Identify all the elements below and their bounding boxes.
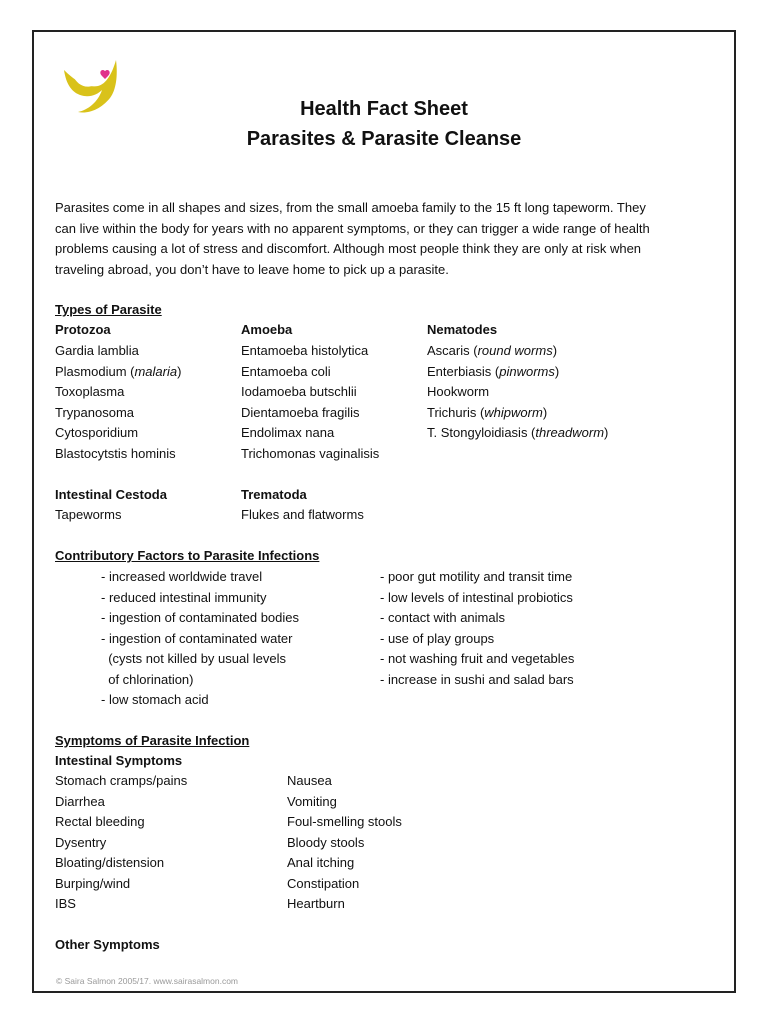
page-border	[32, 30, 736, 993]
item-text: Toxoplasma	[55, 384, 125, 399]
nematodes-heading: Nematodes	[427, 322, 498, 337]
list-item: Nausea	[287, 773, 332, 788]
list-item: Anal itching	[287, 855, 355, 870]
page-title: Health Fact Sheet	[300, 98, 468, 120]
list-item	[55, 362, 181, 383]
list-item: IBS	[55, 896, 76, 911]
list-item	[241, 444, 379, 465]
item-common-name: round worms	[477, 343, 553, 358]
list-item: of chlorination)	[101, 671, 194, 687]
list-item: - contact with animals	[380, 610, 505, 625]
list-item	[241, 403, 360, 424]
cestoda-item: Tapeworms	[55, 507, 122, 522]
list-item: Diarrhea	[55, 793, 105, 809]
list-item: (cysts not killed by usual levels	[101, 651, 286, 666]
list-item	[55, 382, 124, 403]
item-text: Endolimax nana	[241, 425, 335, 440]
item-common-name: whipworm	[484, 404, 543, 420]
list-item	[241, 341, 368, 362]
list-item	[55, 423, 138, 444]
item-common-name: pinworms	[499, 363, 555, 379]
list-item: - low levels of intestinal probiotics	[380, 589, 573, 605]
factors-heading: Contributory Factors to Parasite Infections	[55, 548, 320, 563]
list-item	[241, 362, 331, 383]
item-text: Trichomonas vaginalisis	[241, 445, 380, 461]
amoeba-heading: Amoeba	[241, 322, 293, 337]
list-item: - poor gut motility and transit time	[380, 569, 573, 584]
trematoda-item: Flukes and flatworms	[241, 507, 364, 522]
list-item: - increased worldwide travel	[101, 569, 263, 584]
item-text: Entamoeba coli	[241, 363, 331, 379]
list-item: - use of play groups	[380, 630, 495, 646]
trematoda-heading: Trematoda	[241, 487, 307, 502]
item-text-suffix: )	[604, 425, 609, 440]
list-item	[427, 423, 608, 444]
footer-copyright: © Saira Salmon 2005/17. www.sairasalmon.com	[56, 976, 239, 986]
intestinal-symptoms-heading: Intestinal Symptoms	[55, 753, 183, 768]
item-common-name: malaria	[134, 363, 178, 379]
list-item: Burping/wind	[55, 875, 131, 891]
intro-line: problems causing a lot of stress and discomfort. Although most people think they are only at risk when	[55, 241, 642, 256]
list-item: Foul-smelling stools	[287, 814, 402, 829]
list-item: - ingestion of contaminated bodies	[101, 610, 300, 625]
list-item: Bloating/distension	[55, 855, 165, 870]
protozoa-heading: Protozoa	[55, 322, 111, 337]
list-item	[427, 382, 489, 403]
list-item: Heartburn	[287, 896, 345, 911]
other-symptoms-heading: Other Symptoms	[55, 937, 160, 952]
list-item	[241, 423, 334, 444]
list-item: - ingestion of contaminated water	[101, 630, 293, 646]
list-item: Constipation	[287, 875, 360, 891]
item-text: Enterbiasis (	[427, 363, 500, 379]
list-item	[55, 403, 134, 424]
item-text-suffix: )	[554, 363, 560, 379]
list-item	[427, 341, 557, 362]
list-item	[241, 382, 357, 403]
list-item: - reduced intestinal immunity	[101, 589, 267, 605]
list-item: Stomach cramps/pains	[55, 773, 188, 788]
item-text-suffix: )	[542, 404, 548, 420]
item-text: Blastocytstis hominis	[55, 445, 176, 461]
item-common-name: threadworm	[535, 425, 605, 440]
item-text: Entamoeba histolytica	[241, 343, 369, 358]
item-text: Trypanosoma	[55, 404, 134, 420]
item-text: T. Stongyloidiasis (	[427, 425, 536, 440]
item-text: Hookworm	[427, 384, 490, 399]
item-text: Gardia lamblia	[55, 343, 139, 358]
intro-line: traveling abroad, you don’t have to leave home to pick up a parasite.	[55, 261, 449, 277]
list-item	[427, 362, 559, 383]
list-item: - low stomach acid	[101, 692, 209, 707]
item-text: Trichuris (	[427, 404, 485, 420]
list-item: - not washing fruit and vegetables	[380, 651, 575, 666]
list-item: Dysentry	[55, 834, 107, 850]
intro-line: Parasites come in all shapes and sizes, from the small amoeba family to the 15 ft long tapeworm. They	[55, 200, 646, 215]
item-text: Plasmodium (	[55, 363, 135, 379]
item-text-suffix: )	[552, 343, 558, 358]
list-item: Rectal bleeding	[55, 814, 145, 829]
list-item: Vomiting	[287, 793, 337, 809]
page-subtitle: Parasites & Parasite Cleanse	[246, 128, 522, 150]
list-item	[55, 341, 139, 362]
cestoda-heading: Intestinal Cestoda	[55, 487, 167, 502]
item-text: Iodamoeba butschlii	[241, 384, 357, 399]
item-text: Cytosporidium	[55, 425, 139, 440]
item-text: Dientamoeba fragilis	[241, 404, 360, 420]
item-text: Ascaris (	[427, 343, 478, 358]
types-heading: Types of Parasite	[55, 302, 162, 317]
list-item: - increase in sushi and salad bars	[380, 671, 574, 687]
list-item: Bloody stools	[287, 834, 365, 850]
intro-paragraph	[55, 198, 715, 280]
intro-line: can live within the body for years with no apparent symptoms, or they can trigger a wide range of health	[55, 220, 650, 236]
symptoms-heading: Symptoms of Parasite Infection	[55, 733, 250, 748]
item-text-suffix: )	[177, 363, 182, 379]
list-item	[427, 403, 547, 424]
list-item	[55, 444, 176, 465]
